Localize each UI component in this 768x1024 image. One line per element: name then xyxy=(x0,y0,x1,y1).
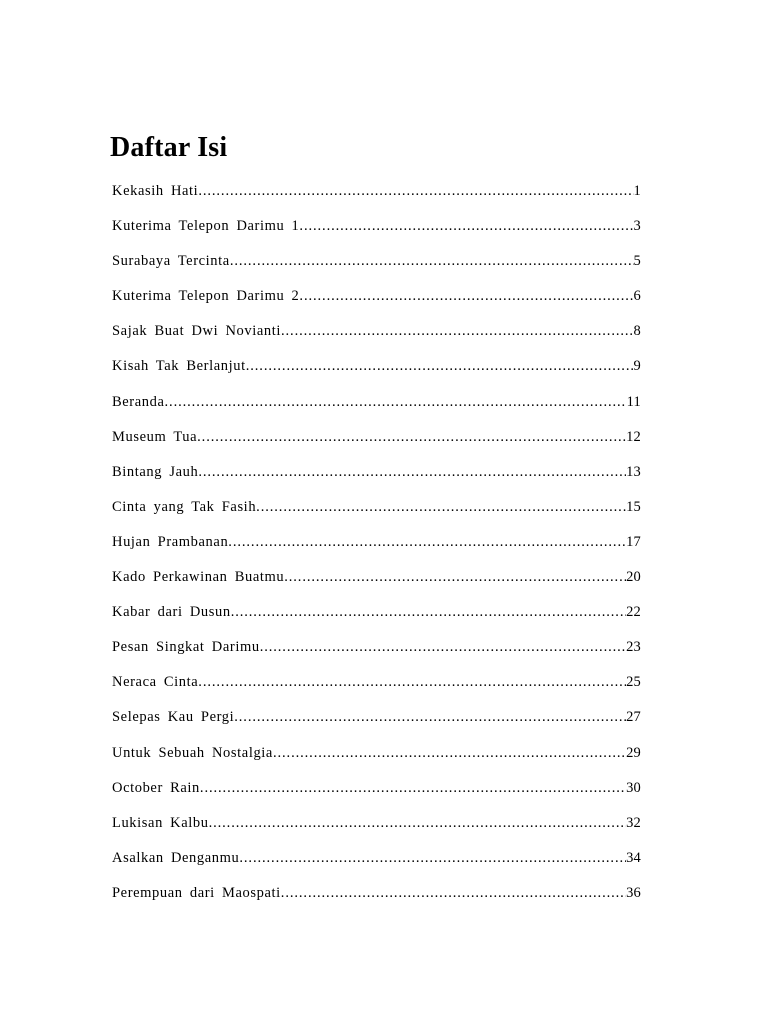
toc-entry xyxy=(112,599,641,634)
toc-entry-title: October Rain xyxy=(112,779,200,796)
toc-entry-title: Lukisan Kalbu xyxy=(112,814,209,831)
dot-leader xyxy=(273,740,626,766)
toc-page-number: 30 xyxy=(626,779,641,796)
toc-entry xyxy=(112,178,641,213)
dot-leader xyxy=(299,283,633,309)
toc-page-number: 22 xyxy=(626,604,641,621)
toc-entry xyxy=(112,494,641,529)
dot-leader xyxy=(256,494,626,520)
toc-entry xyxy=(112,318,641,353)
toc-entry xyxy=(112,283,641,318)
toc-page-number: 17 xyxy=(626,533,641,550)
dot-leader xyxy=(299,213,633,239)
toc-entry-title: Kuterima Telepon Darimu 2 xyxy=(112,288,300,305)
toc-entry xyxy=(112,669,641,704)
dot-leader xyxy=(198,459,626,485)
toc-entry-title: Bintang Jauh xyxy=(112,463,199,480)
toc-entry-title: Museum Tua xyxy=(112,428,198,445)
toc-entry-title: Kisah Tak Berlanjut xyxy=(112,358,246,375)
toc-entry xyxy=(112,810,641,845)
dot-leader xyxy=(200,775,626,801)
dot-leader xyxy=(234,704,626,730)
toc-entry-title: Neraca Cinta xyxy=(112,674,199,691)
toc-page-number: 20 xyxy=(626,569,641,586)
toc-entry-title: Cinta yang Tak Fasih xyxy=(112,498,257,515)
dot-leader xyxy=(284,564,626,590)
toc-entry-title: Beranda xyxy=(112,393,165,410)
toc-entry-title: Hujan Prambanan xyxy=(112,533,229,550)
toc-page-number: 5 xyxy=(633,253,641,270)
toc-page-number: 13 xyxy=(626,463,641,480)
toc-entry-title: Selepas Kau Pergi xyxy=(112,709,235,726)
toc-page-number: 23 xyxy=(626,639,641,656)
toc-page-number: 1 xyxy=(633,183,641,199)
dot-leader xyxy=(228,529,626,555)
toc-entry xyxy=(112,564,641,599)
toc-entry xyxy=(112,880,641,915)
toc-page-number: 15 xyxy=(626,498,641,515)
toc-entry xyxy=(112,845,641,880)
toc-entry xyxy=(112,248,641,283)
toc-page-number: 36 xyxy=(626,884,641,901)
toc-entry-title: Kado Perkawinan Buatmu xyxy=(112,569,285,586)
toc-entry xyxy=(112,704,641,739)
toc-entry-title: Untuk Sebuah Nostalgia xyxy=(112,744,273,761)
dot-leader xyxy=(260,634,626,660)
toc-page-number: 9 xyxy=(633,358,641,375)
toc-entry xyxy=(112,353,641,388)
dot-leader xyxy=(281,318,634,344)
dot-leader xyxy=(165,389,627,415)
table-of-contents xyxy=(112,178,641,915)
dot-leader xyxy=(281,880,626,906)
toc-page-number: 32 xyxy=(626,814,641,831)
dot-leader xyxy=(198,178,633,204)
dot-leader xyxy=(246,353,634,379)
toc-entry xyxy=(112,213,641,248)
toc-page-number: 29 xyxy=(626,744,641,761)
toc-entry xyxy=(112,634,641,669)
toc-entry xyxy=(112,389,641,424)
toc-page-number: 12 xyxy=(626,428,641,445)
toc-entry xyxy=(112,529,641,564)
toc-entry xyxy=(112,775,641,810)
toc-page-number: 34 xyxy=(626,849,641,866)
toc-page-number: 6 xyxy=(633,288,641,305)
toc-page-number: 3 xyxy=(633,218,641,235)
toc-page-number: 8 xyxy=(633,323,641,340)
toc-entry-title: Surabaya Tercinta xyxy=(112,253,230,270)
toc-entry xyxy=(112,740,641,775)
toc-entry xyxy=(112,424,641,459)
toc-page-number: 11 xyxy=(626,393,641,410)
toc-entry-title: Kuterima Telepon Darimu 1 xyxy=(112,218,300,235)
toc-entry-title: Asalkan Denganmu xyxy=(112,849,240,866)
toc-page-number: 27 xyxy=(626,709,641,726)
dot-leader xyxy=(198,669,626,695)
dot-leader xyxy=(230,248,634,274)
toc-entry-title: Pesan Singkat Darimu xyxy=(112,639,260,656)
toc-entry-title: Kekasih Hati xyxy=(112,183,199,199)
toc-entry-title: Kabar dari Dusun xyxy=(112,604,231,621)
page-title: Daftar Isi xyxy=(110,132,228,163)
dot-leader xyxy=(231,599,626,625)
toc-entry-title: Sajak Buat Dwi Novianti xyxy=(112,323,281,340)
dot-leader xyxy=(209,810,627,836)
toc-page-number: 25 xyxy=(626,674,641,691)
dot-leader xyxy=(197,424,626,450)
toc-entry xyxy=(112,459,641,494)
toc-entry-title: Perempuan dari Maospati xyxy=(112,884,281,901)
dot-leader xyxy=(239,845,626,871)
